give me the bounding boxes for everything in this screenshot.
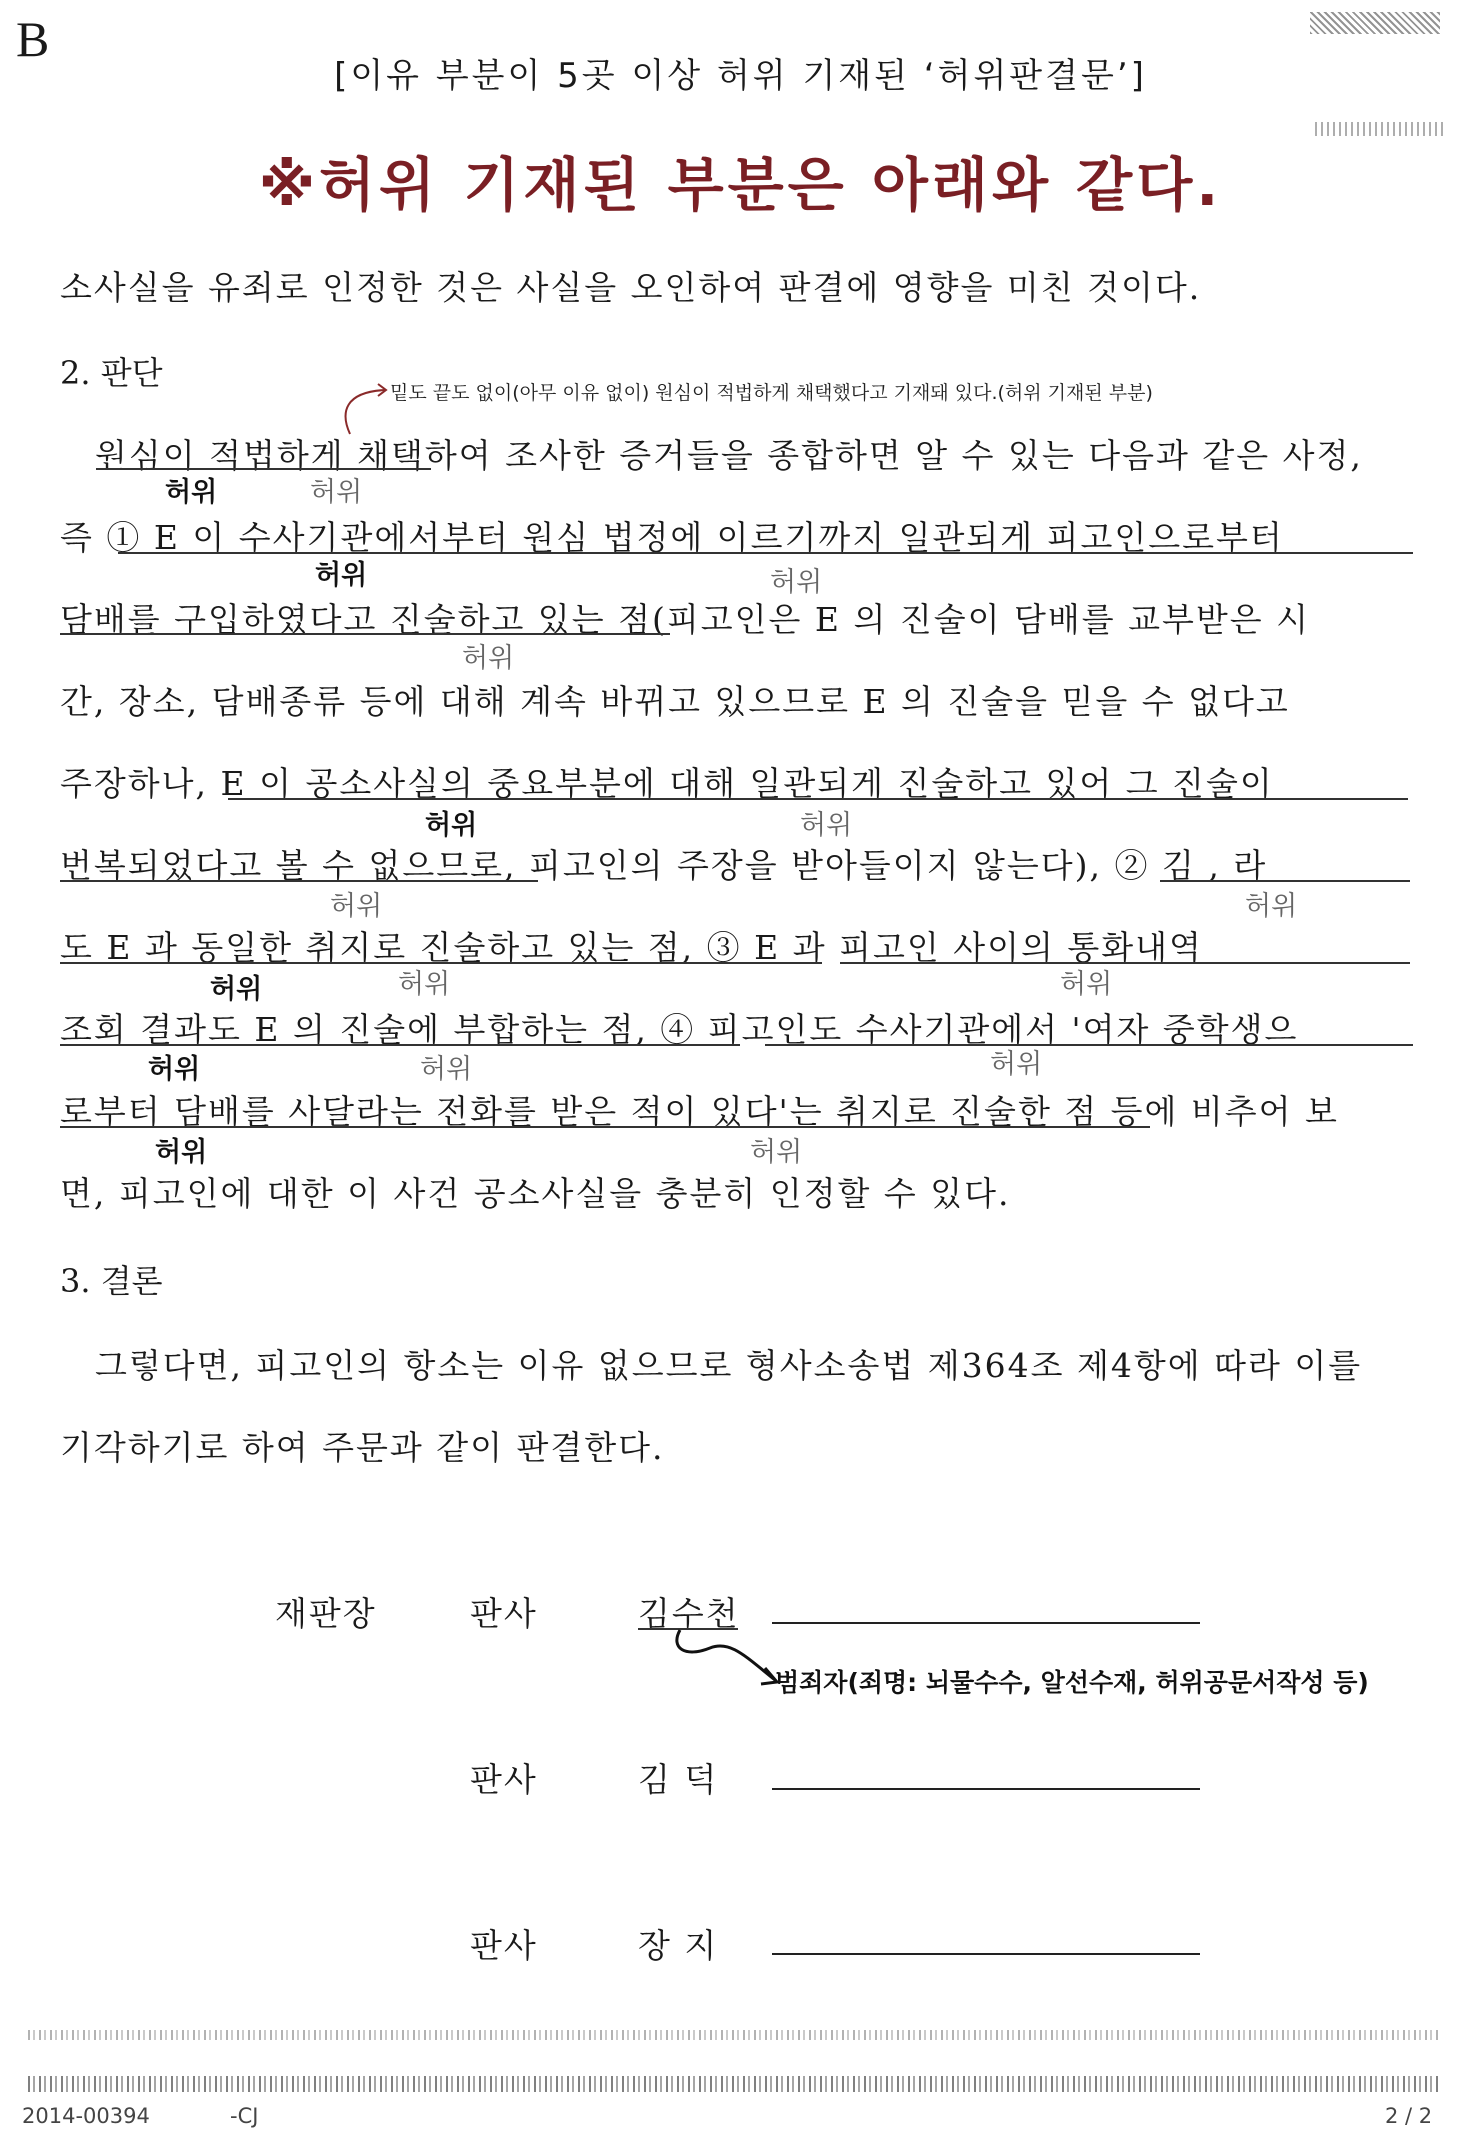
body-line: 기각하기로 하여 주문과 같이 판결한다. [60, 1428, 665, 1467]
underline [765, 1044, 1413, 1046]
body-line: 즉 ① E 이 수사기관에서부터 원심 법정에 이르기까지 일관되게 피고인으로부터 [60, 518, 1284, 557]
body-line: 담배를 구입하였다고 진술하고 있는 점(피고인은 E 의 진술이 담배를 교부받은 시 [60, 600, 1310, 639]
signature-line [772, 1953, 1200, 1955]
false-marker-handwritten: 허위 [800, 810, 853, 841]
false-marker-handwritten: 허위 [750, 1137, 803, 1168]
body-line: 간, 장소, 담배종류 등에 대해 계속 바뀌고 있으므로 E 의 진술을 믿을 수 없다고 [60, 682, 1290, 721]
false-marker-handwritten: 허위 [398, 969, 451, 1000]
false-marker-handwritten: 허위 [420, 1054, 473, 1085]
judge1-note: 범죄자(죄명: 뇌물수수, 알선수재, 허위공문서작성 등) [775, 1668, 1369, 1697]
bracket-title: [이유 부분이 5곳 이상 허위 기재된 ‘허위판결문’] [334, 56, 1147, 96]
false-marker: 허위 [155, 1137, 208, 1168]
body-line: 번복되었다고 볼 수 없으므로, 피고인의 주장을 받아들이지 않는다), ② 김 , 라 [60, 846, 1268, 885]
false-marker: 허위 [210, 974, 263, 1005]
body-line: 소사실을 유죄로 인정한 것은 사실을 오인하여 판결에 영향을 미친 것이다. [60, 268, 1202, 307]
underline [1160, 880, 1410, 882]
underline [60, 633, 670, 635]
body-line: 주장하나, E 이 공소사실의 중요부분에 대해 일관되게 진술하고 있어 그 진술이 [60, 764, 1274, 803]
false-marker: 허위 [315, 560, 368, 591]
false-marker-handwritten: 허위 [330, 891, 383, 922]
signature-line [772, 1622, 1200, 1624]
false-marker: 허위 [165, 477, 218, 508]
section-heading: 3. 결론 [60, 1262, 163, 1300]
false-marker: 허위 [148, 1054, 201, 1085]
judge-title: 판사 [470, 1926, 538, 1965]
case-suffix: -CJ [230, 2104, 259, 2128]
corner-label: B [16, 11, 50, 67]
signature-line [772, 1788, 1200, 1790]
note-arrow [665, 1628, 785, 1688]
scan-artifact [28, 2076, 1438, 2092]
underline [96, 468, 431, 470]
false-marker-handwritten: 허위 [770, 567, 823, 598]
false-marker: 허위 [425, 810, 478, 841]
false-marker-handwritten: 허위 [310, 477, 363, 508]
underline [840, 962, 1410, 964]
body-line: 면, 피고인에 대한 이 사건 공소사실을 충분히 인정할 수 있다. [60, 1174, 1011, 1213]
underline [228, 798, 1408, 800]
scan-artifact [1315, 122, 1445, 136]
chief-judge-title: 재판장 [275, 1594, 377, 1633]
underline [60, 1126, 1150, 1128]
scan-artifact [28, 2030, 1438, 2040]
false-marker-handwritten: 허위 [1060, 969, 1113, 1000]
red-title: ※허위 기재된 부분은 아래와 같다. [258, 151, 1223, 219]
case-number: 2014-00394 [22, 2104, 150, 2128]
body-line: 도 E 과 동일한 취지로 진술하고 있는 점, ③ E 과 피고인 사이의 통화내역 [60, 928, 1203, 967]
judge2-name: 김 덕 [638, 1760, 719, 1799]
body-line: 조회 결과도 E 의 진술에 부합하는 점, ④ 피고인도 수사기관에서 '여자 중학생으 [60, 1010, 1299, 1049]
false-marker-handwritten: 허위 [990, 1049, 1043, 1080]
underline [118, 552, 1413, 554]
body-line: 로부터 담배를 사달라는 전화를 받은 적이 있다'는 취지로 진술한 점 등에 비추어 보 [60, 1092, 1339, 1131]
false-marker-handwritten: 허위 [462, 643, 515, 674]
scan-artifact [1310, 12, 1440, 34]
judge-title: 판사 [470, 1760, 538, 1799]
body-line: 그렇다면, 피고인의 항소는 이유 없으므로 형사소송법 제364조 제4항에 따라 이를 [95, 1346, 1363, 1385]
false-marker-handwritten: 허위 [1245, 891, 1298, 922]
underline [60, 1044, 740, 1046]
section-heading: 2. 판단 [60, 354, 163, 392]
judge1-name: 김수천 [638, 1594, 740, 1633]
judge-title: 판사 [470, 1594, 538, 1633]
judge3-name: 장 지 [638, 1926, 719, 1965]
page-number: 2 / 2 [1385, 2104, 1433, 2128]
body-line: 원심이 적법하게 채택하여 조사한 증거들을 종합하면 알 수 있는 다음과 같은 사정, [95, 436, 1363, 475]
handwritten-note: 밑도 끝도 없이(아무 이유 없이) 원심이 적법하게 채택했다고 기재돼 있다.(허위 기재된 부분) [390, 382, 1153, 404]
underline [60, 880, 538, 882]
